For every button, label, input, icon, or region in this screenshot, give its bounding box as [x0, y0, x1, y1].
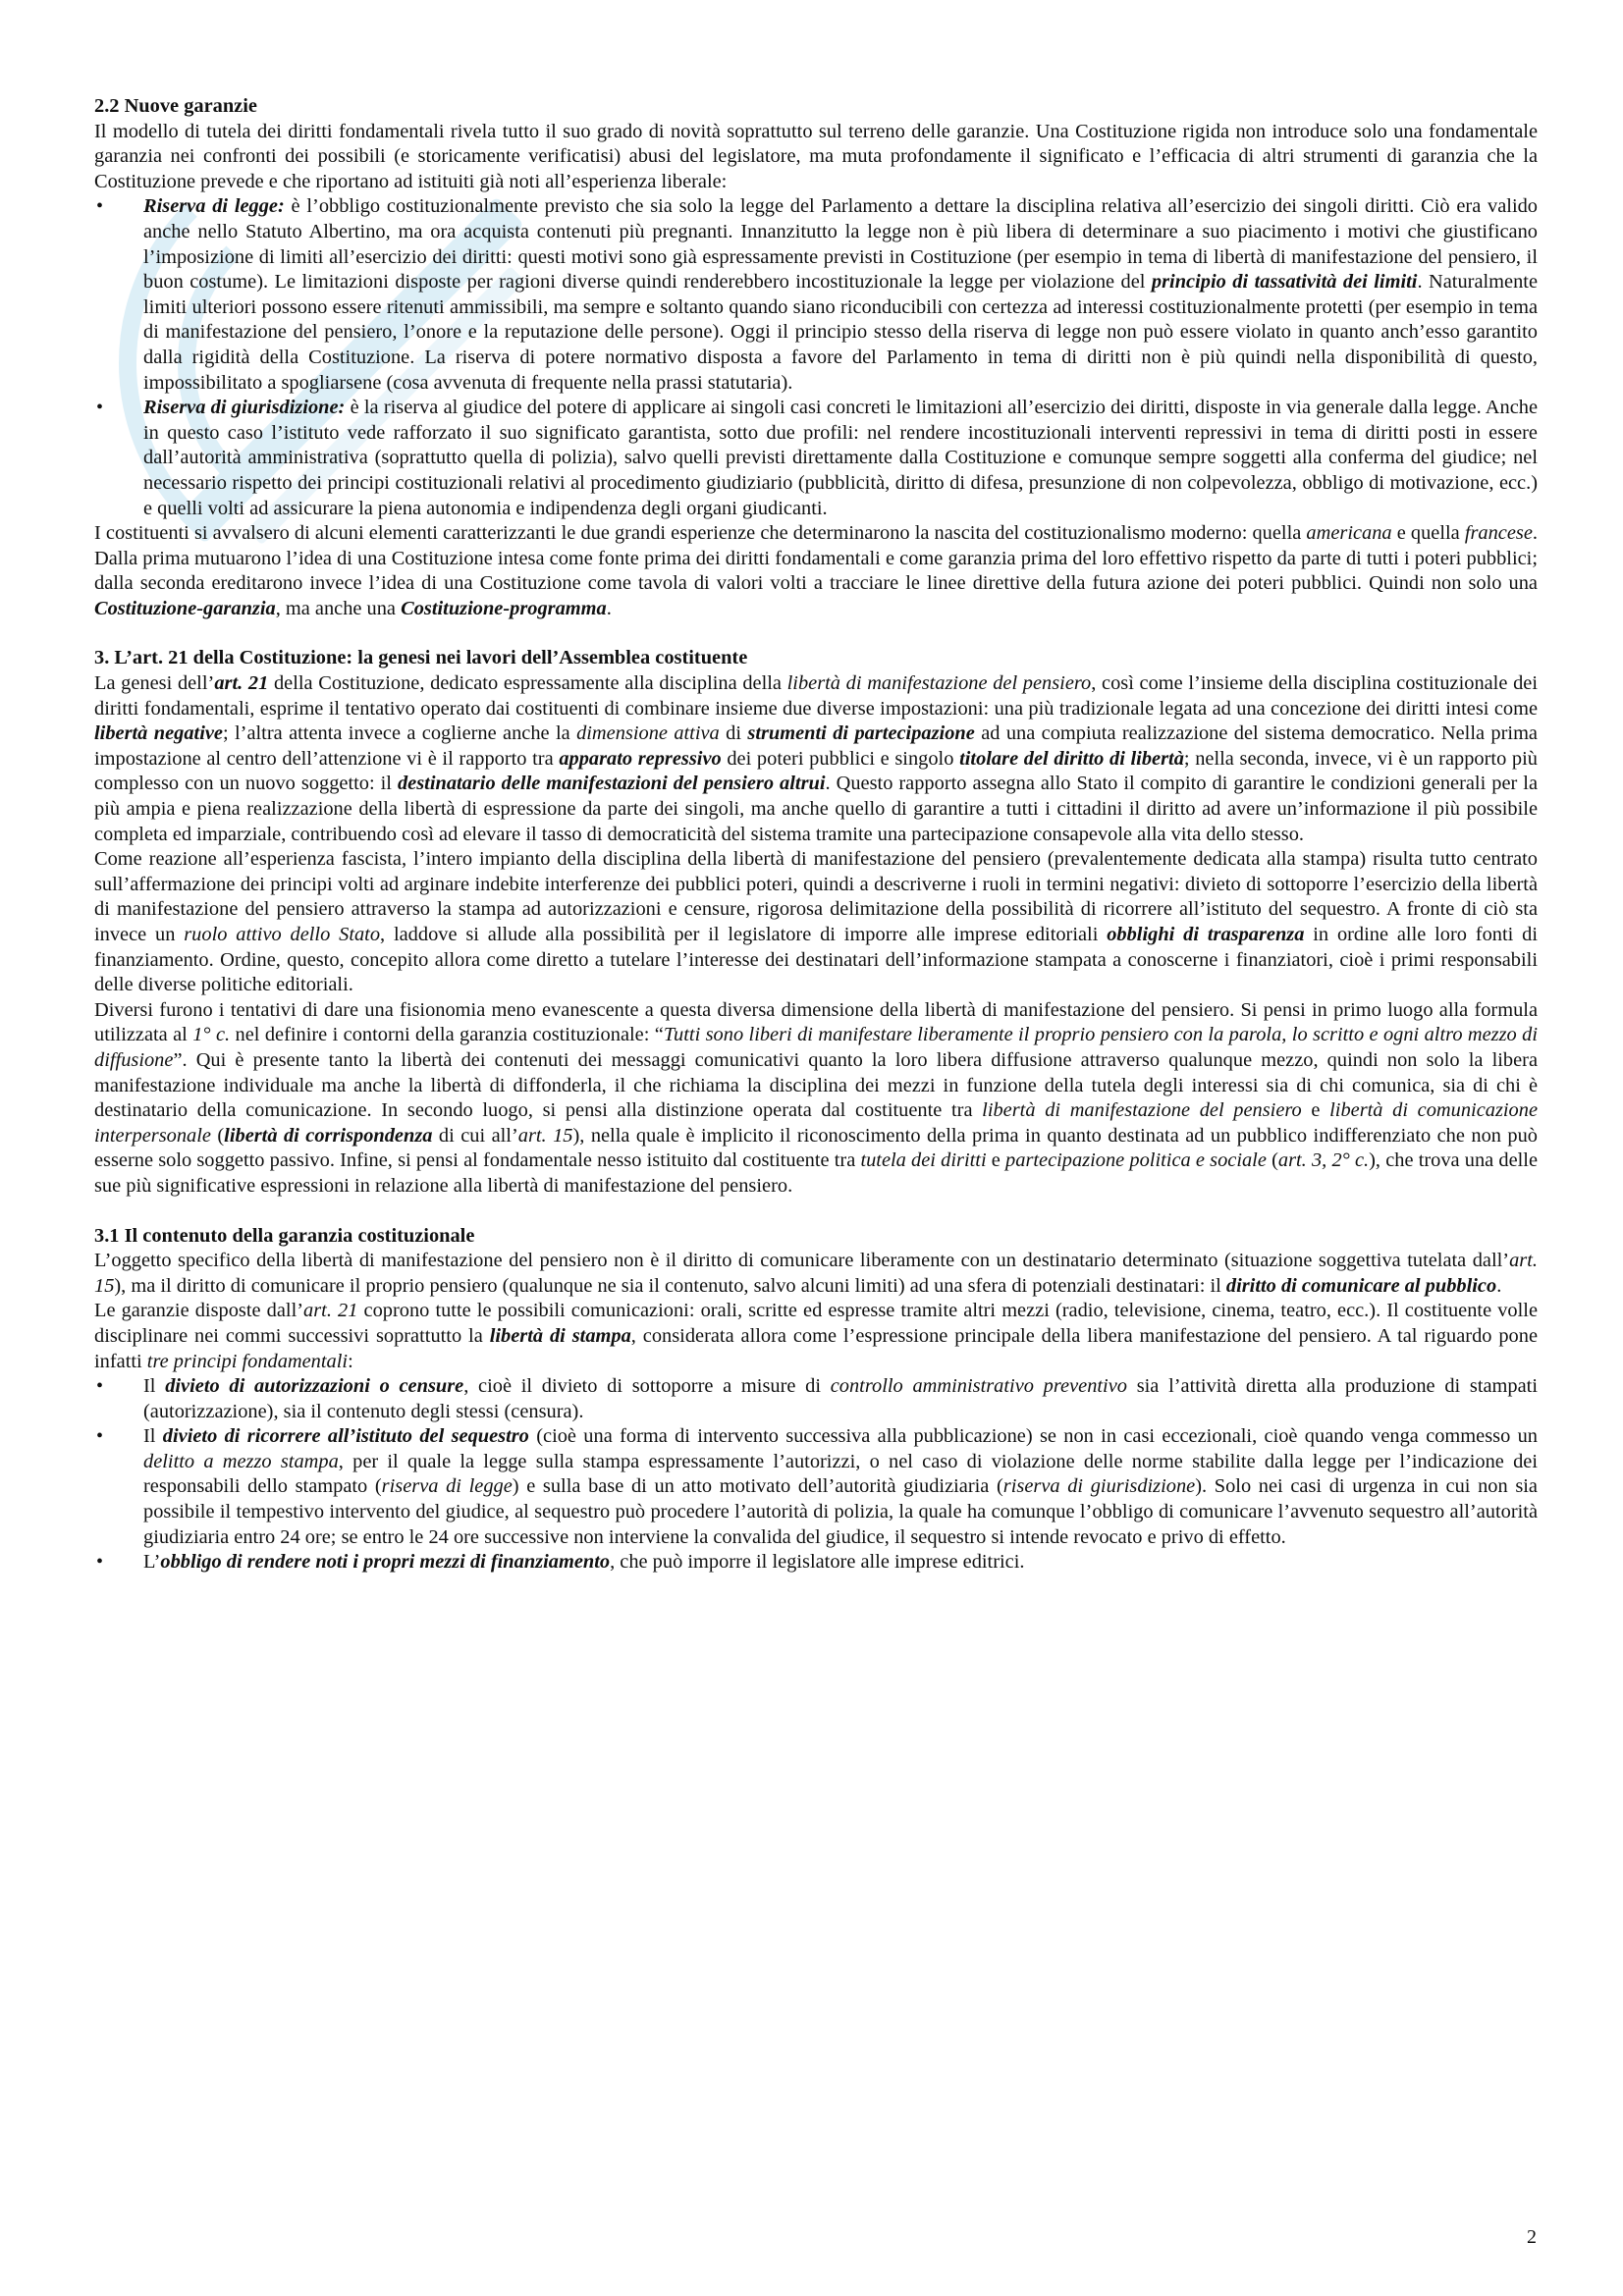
list-item-obbligo-finanziamento: • L’obbligo di rendere noti i propri mezzi di finanziamento, che può imporre il legislatore alle imprese editrici.	[94, 1550, 1538, 1575]
list-item-divieto-autorizzazioni: • Il divieto di autorizzazioni o censure, cioè il divieto di sottoporre a misure di controllo amministrativo preventivo sia l’attività diretta alla produzione di stampati (autorizzazione), sia il contenuto degli stessi (censura).	[96, 1375, 1538, 1422]
section-heading-3-1: 3.1 Il contenuto della garanzia costituzionale	[94, 1224, 475, 1247]
section-heading-2-2: 2.2 Nuove garanzie	[94, 95, 257, 117]
list-item-riserva-di-giurisdizione: • Riserva di giurisdizione: è la riserva al giudice del potere di applicare ai singoli casi concreti le limitazioni all’esercizio dei diritti, disposte in via generale dalla legge. Anche in questo caso l’istituto vede rafforzato il suo significato garantista, sotto due profili: nel rendere incostituzionali interventi repressivi in tema di diritti posti in essere dall’autorità amministrativa (soprattutto quella di polizia), salvo quelli previsti direttamente dalla Costituzione e comunque sempre soggetti alla conferma del giudice; nel necessario rispetto dei principi costituzionali relativi al procedimento giudiziario (pubblicità, diritto di difesa, presunzione di non colpevolezza, obbligo di motivazione, ecc.) e quelli volti ad assicurare la piena autonomia e indipendenza degli organi giudicanti.	[96, 397, 1539, 519]
paragraph-2-2-closing: I costituenti si avvalsero di alcuni elementi caratterizzanti le due grandi esperienze che determinarono la nascita del costituzionalismo moderno: quella americana e quella francese. Dalla prima mutuarono l’idea di una Costituzione intesa come fonte prima dei diritti fondamentali e come garanzia prima del loro effettivo rispetto da parte di tutti i poteri pubblici; dalla seconda ereditarono invece l’idea di una Costituzione come tavola di valori volti a tracciare le linee direttive della futura azione dei poteri pubblici. Quindi non solo una Costituzione-garanzia, ma anche una Costituzione-programma.	[94, 522, 1538, 619]
list-item-riserva-di-legge: • Riserva di legge: è l’obbligo costituzionalmente previsto che sia solo la legge del Parlamento a dettare la disciplina relativa all’esercizio dei singoli diritti. Ciò era valido anche nello Statuto Albertino, ma ora acquista contenuti più pregnanti. Innanzitutto la legge non è più libera di determinare a suo piacimento i motivi che giustificano l’imposizione di limiti all’esercizio dei diritti: questi motivi sono già espressamente previsti in Costituzione (per esempio in tema di libertà di manifestazione del pensiero, il buon costume). Le limitazioni disposte per ragioni diverse quindi renderebbero incostituzionale la legge per violazione del principio di tassatività dei limiti. Naturalmente limiti ulteriori possono essere ritenuti ammissibili, ma sempre e soltanto quando siano riconducibili con certezza ad interessi costituzionalmente protetti (per esempio in tema di manifestazione del pensiero, l’onore e la reputazione delle persone). Oggi il principio stesso della riserva di legge non può essere violato in quanto anch’esso garantito dalla rigidità della Costituzione. La riserva di potere normativo disposta a favore del Parlamento in tema di diritti non è più quindi nella disponibilità di questo, impossibilitato a spogliarsene (cosa avvenuta di frequente nella prassi statutaria).	[96, 195, 1538, 394]
page-number: 2	[1527, 2226, 1537, 2248]
bullet-icon: •	[96, 397, 104, 419]
paragraph-2-2-intro: Il modello di tutela dei diritti fondamentali rivela tutto il suo grado di novità soprattutto sul terreno delle garanzie. Una Costituzione rigida non introduce solo una fondamentale garanzia nei confronti dei possibili (e storicamente verificatisi) abusi del legislatore, ma muta profondamente il significato e l’efficacia di altri strumenti di garanzia che la Costituzione prevede e che riportano ad istituiti già noti all’esperienza liberale:	[94, 120, 1538, 192]
bullet-icon: •	[96, 195, 104, 218]
paragraph-3-1-2: Le garanzie disposte dall’art. 21 coprono tutte le possibili comunicazioni: orali, scritte ed espresse tramite altri mezzi (radio, televisione, cinema, teatro, ecc.). Il costituente volle disciplinare nei commi successivi soprattutto la libertà di stampa, considerata allora come l’espressione principale della libera manifestazione del pensiero. A tal riguardo pone infatti tre principi fondamentali:	[94, 1300, 1539, 1372]
paragraph-3-1: La genesi dell’art. 21 della Costituzione, dedicato espressamente alla disciplina della libertà di manifestazione del pensiero, così come l’insieme della disciplina costituzionale dei diritti fondamentali, esprime il tentativo operato dai costituenti di combinare insieme due diverse impostazioni: una più tradizionale legata ad una concezione dei diritti intesi come libertà negative; l’altra attenta invece a coglierne anche la dimensione attiva di strumenti di partecipazione ad una compiuta realizzazione del sistema democratico. Nella prima impostazione al centro dell’attenzione vi è il rapporto tra apparato repressivo dei poteri pubblici e singolo titolare del diritto di libertà; nella seconda, invece, vi è un rapporto più complesso con un nuovo soggetto: il destinatario delle manifestazioni del pensiero altrui. Questo rapporto assegna allo Stato il compito di garantire le condizioni generali per la più ampia e piena realizzazione della libertà di espressione da parte dei singoli, ma anche quello di garantire a tutti i cittadini il diritto ad avere un’informazione il più possibile completa ed imparziale, contribuendo così ad elevare il tasso di democraticità del sistema tramite una partecipazione consapevole alla vita dello stesso.	[94, 672, 1538, 845]
paragraph-3-3: Diversi furono i tentativi di dare una fisionomia meno evanescente a questa diversa dimensione della libertà di manifestazione del pensiero. Si pensi in primo luogo alla formula utilizzata al 1° c. nel definire i contorni della garanzia costituzionale: “Tutti sono liberi di manifestare liberamente il proprio pensiero con la parola, lo scritto e ogni altro mezzo di diffusione”. Qui è presente tanto la libertà dei contenuti dei messaggi comunicativi quanto la loro libera diffusione attraverso qualunque mezzo, quindi non solo la libera manifestazione individuale ma anche la libertà di diffonderla, il che richiama la disciplina dei mezzi in funzione della tutela degli interessi sia di chi comunica, sia di chi è destinatario della comunicazione. In secondo luogo, si pensi alla distinzione operata dal costituente tra libertà di manifestazione del pensiero e libertà di comunicazione interpersonale (libertà di corrispondenza di cui all’art. 15), nella quale è implicito il riconoscimento della prima in quanto destinata ad un pubblico indifferenziato che non può esserne solo soggetto passivo. Infine, si pensi al fondamentale nesso istituito dal costituente tra tutela dei diritti e partecipazione politica e sociale (art. 3, 2° c.), che trova una delle sue più significative espressioni in relazione alla libertà di manifestazione del pensiero.	[94, 998, 1539, 1197]
section-heading-3: 3. L’art. 21 della Costituzione: la genesi nei lavori dell’Assemblea costituente	[94, 647, 748, 669]
bullet-icon: •	[96, 1425, 104, 1448]
paragraph-3-2: Come reazione all’esperienza fascista, l’intero impianto della disciplina della libertà di manifestazione del pensiero (prevalentemente dedicata alla stampa) risulta tutto centrato sull’affermazione dei principi volti ad arginare indebite interferenze dei pubblici poteri, quindi a descriverne i ruoli in termini negativi: divieto di sottoporre l’esercizio della libertà di manifestazione del pensiero attraverso la stampa ad autorizzazioni e censure, rigorosa delimitazione della possibilità di ricorrere all’istituto del sequestro. A fronte di ciò sta invece un ruolo attivo dello Stato, laddove si allude alla possibilità per il legislatore di imporre alle imprese editoriali obblighi di trasparenza in ordine alle loro fonti di finanziamento. Ordine, questo, concepito allora come diretto a tutelare l’interesse dei destinatari dell’informazione stampata a conoscerne i finanziatori, cioè i primi responsabili delle diverse politiche editoriali.	[94, 848, 1538, 996]
document-page	[94, 94, 1538, 1575]
bullet-list-principi	[94, 1374, 1538, 1575]
bullet-list-garanzie	[94, 194, 1538, 521]
bullet-icon: •	[96, 1551, 104, 1574]
paragraph-3-1-1: L’oggetto specifico della libertà di manifestazione del pensiero non è il diritto di comunicare liberamente con un destinatario determinato (situazione soggettiva tutelata dall’art. 15), ma il diritto di comunicare il proprio pensiero (qualunque ne sia il contenuto, salvo alcuni limiti) ad una sfera di potenziali destinatari: il diritto di comunicare al pubblico.	[94, 1250, 1538, 1297]
list-item-divieto-sequestro: • Il divieto di ricorrere all’istituto del sequestro (cioè una forma di intervento successiva alla pubblicazione) se non in casi eccezionali, cioè quando venga commesso un delitto a mezzo stampa, per il quale la legge sulla stampa espressamente l’autorizzi, o nel caso di violazione delle norme stabilite dalla legge per l’indicazione dei responsabili dello stampato (riserva di legge) e sulla base di un atto motivato dell’autorità giudiziaria (riserva di giurisdizione). Solo nei casi di urgenza in cui non sia possibile il tempestivo intervento del giudice, al sequestro può procedere l’autorità di polizia, la quale ha comunque l’obbligo di comunicare l’avvenuto sequestro all’autorità giudiziaria entro 24 ore; se entro le 24 ore successive non interviene la convalida del giudice, il sequestro si intende revocato e privo di effetto.	[96, 1425, 1539, 1548]
bullet-icon: •	[96, 1375, 104, 1398]
